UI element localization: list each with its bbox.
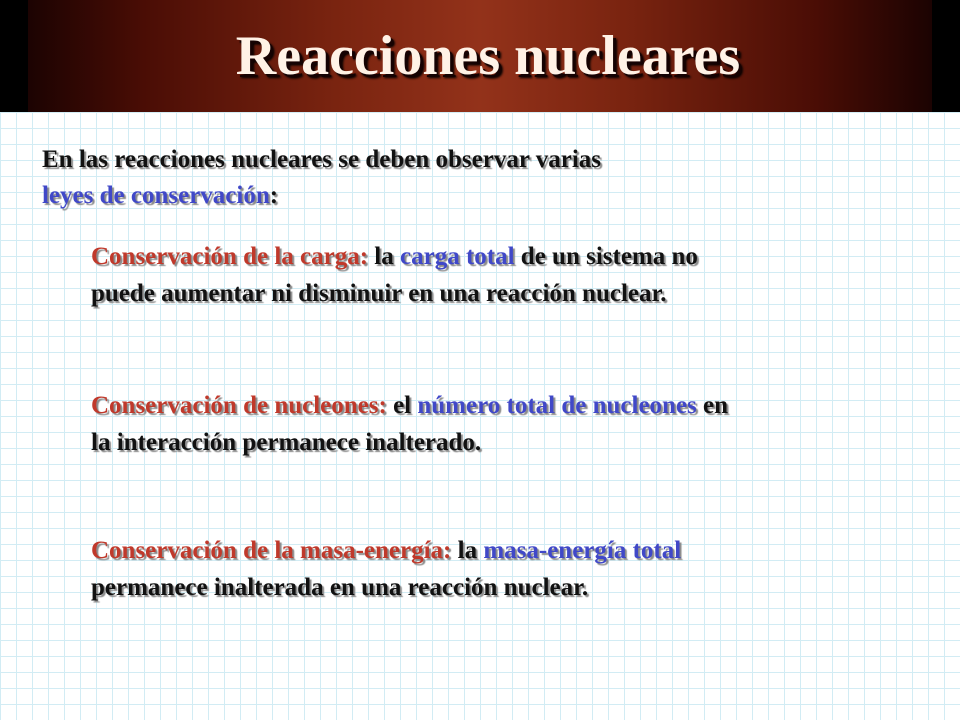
intro-paragraph bbox=[42, 142, 782, 214]
law-nucleons-text-b: en la interacción permanece inalterado. bbox=[91, 392, 729, 456]
law-nucleons-paragraph bbox=[91, 387, 731, 461]
law-charge-text-b: de un sistema no puede aumentar ni disminuir en una reacción nuclear. bbox=[91, 243, 698, 307]
law-mass-energy-heading: Conservación de la masa-energía: bbox=[91, 537, 452, 564]
slide-title: Reacciones nucleares bbox=[235, 25, 741, 87]
law-mass-energy-text-b: permanece inalterada en una reacción nuclear. bbox=[91, 574, 589, 601]
law-mass-energy-paragraph bbox=[91, 532, 731, 606]
intro-highlight: leyes de conservación bbox=[42, 182, 270, 209]
law-charge-highlight: carga total bbox=[400, 243, 515, 270]
law-nucleons-highlight: número total de nucleones bbox=[417, 392, 697, 419]
intro-colon: : bbox=[269, 182, 279, 209]
law-mass-energy-highlight: masa-energía total bbox=[483, 537, 682, 564]
law-nucleons-heading: Conservación de nucleones: bbox=[91, 392, 387, 419]
law-charge-heading: Conservación de la carga: bbox=[91, 243, 369, 270]
law-nucleons-text-a: el bbox=[386, 392, 418, 419]
law-mass-energy-text-a: la bbox=[451, 537, 484, 564]
intro-text: En las reacciones nucleares se deben observar varias bbox=[42, 146, 601, 173]
law-charge-paragraph bbox=[91, 238, 731, 312]
law-charge-text-a: la bbox=[368, 243, 400, 270]
